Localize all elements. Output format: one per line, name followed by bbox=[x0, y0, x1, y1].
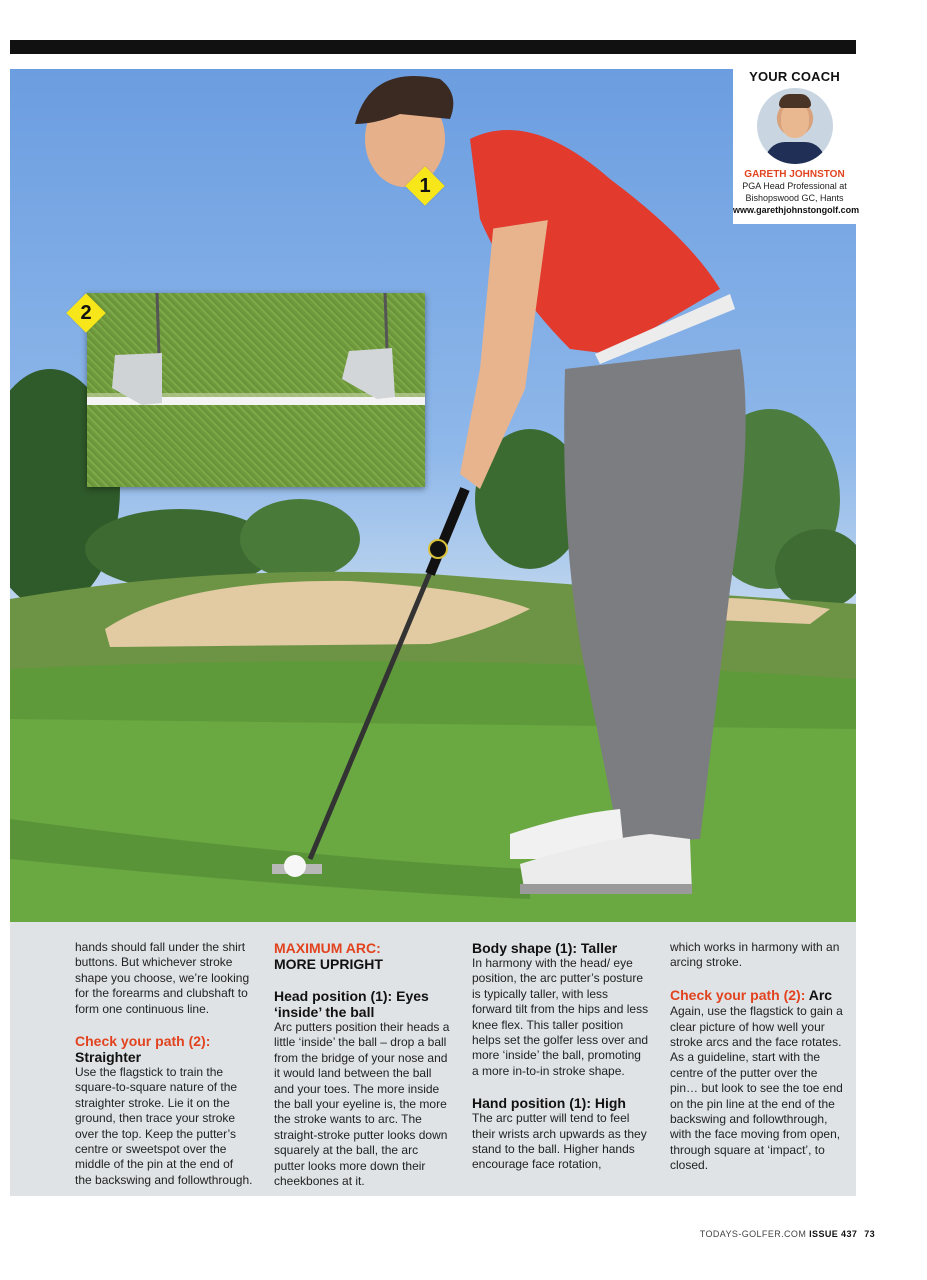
col3-body-1: In harmony with the head/ eye position, the arc putter’s posture is typically taller, with less forward tilt from the hips and less knee flex. This taller position helps set the golfer less over and more ‘inside’ the ball, promoting a more in-to-in stroke shape. bbox=[472, 956, 649, 1078]
col3-body-2: The arc putter will tend to feel their wrists arch upwards as they stand to the ball. Higher hands encourage face rotation, bbox=[472, 1111, 647, 1172]
marker-1 bbox=[405, 166, 445, 206]
col4-heading-black: Arc bbox=[808, 986, 833, 1003]
coach-url[interactable]: www.garethjohnstongolf.com bbox=[733, 205, 860, 215]
col4-body: Again, use the flagstick to gain a clear picture of how well your stroke arcs and the face rotates. As a guideline, start with the centre of the putter over the pin… but look to see the toe end on the pin line at the end of the backswing and followthrough, with the face moving from open, through square at ‘impact’, to closed. bbox=[670, 1004, 843, 1173]
footer-issue: ISSUE 437 bbox=[809, 1229, 858, 1239]
coach-title: YOUR COACH bbox=[749, 69, 840, 84]
footer-page-number: 73 bbox=[864, 1229, 875, 1239]
col2-heading-red: MAXIMUM ARC: bbox=[274, 940, 381, 956]
marker-2-label: 2 bbox=[80, 302, 92, 324]
col1-intro: hands should fall under the shirt buttons. But whichever stroke shape you choose, we’re looking for the forearms and clubshaft to form one continuous line. bbox=[75, 940, 250, 1016]
coach-role-1: PGA Head Professional at bbox=[742, 181, 847, 191]
inset-photo-putter-path bbox=[87, 293, 425, 487]
coach-avatar bbox=[757, 88, 833, 164]
text-panel bbox=[10, 922, 856, 1196]
coach-box bbox=[733, 66, 860, 224]
column-3 bbox=[472, 940, 650, 1173]
column-1 bbox=[75, 940, 253, 1188]
col3-heading-2: Hand position (1): High bbox=[472, 1095, 626, 1112]
col1-heading-black: Straighter bbox=[75, 1049, 142, 1066]
col4-heading bbox=[670, 987, 848, 1004]
col2-body: Arc putters position their heads a little ‘inside’ the ball – drop a ball from the bridge of your nose and it would land between the ball and your toes. The more inside the ball your eyeline is, the more the stroke wants to arc. The straight-stroke putter looks down squarely at the ball, the arc putter looks more down their cheekbones at it. bbox=[274, 1020, 450, 1189]
col4-intro: which works in harmony with an arcing stroke. bbox=[670, 940, 840, 970]
marker-1-label: 1 bbox=[419, 175, 431, 197]
putter-path-illustration bbox=[87, 293, 425, 487]
page-footer bbox=[700, 1229, 875, 1239]
footer-site[interactable]: TODAYS-GOLFER.COM bbox=[699, 1229, 807, 1239]
col4-heading-red: Check your path (2): bbox=[670, 986, 806, 1003]
col1-heading-red: Check your path (2): bbox=[75, 1033, 211, 1050]
coach-role-2: Bishopswood GC, Hants bbox=[745, 193, 844, 203]
col3-heading-1: Body shape (1): Taller bbox=[472, 940, 618, 956]
column-2 bbox=[274, 940, 452, 1189]
top-rule bbox=[10, 40, 856, 54]
column-4 bbox=[670, 940, 848, 1174]
marker-2 bbox=[66, 293, 106, 333]
col2-subheading: Head position (1): Eyes ‘inside’ the ball bbox=[274, 988, 429, 1020]
col2-heading-black: MORE UPRIGHT bbox=[274, 956, 383, 972]
coach-name: GARETH JOHNSTON bbox=[744, 169, 845, 180]
col1-body: Use the flagstick to train the square-to-square nature of the straighter stroke. Lie it on the ground, then trace your stroke over the top. Keep the putter’s centre or sweetspot over the middle of the pin at the end of the backswing and followthrough. bbox=[75, 1065, 253, 1187]
